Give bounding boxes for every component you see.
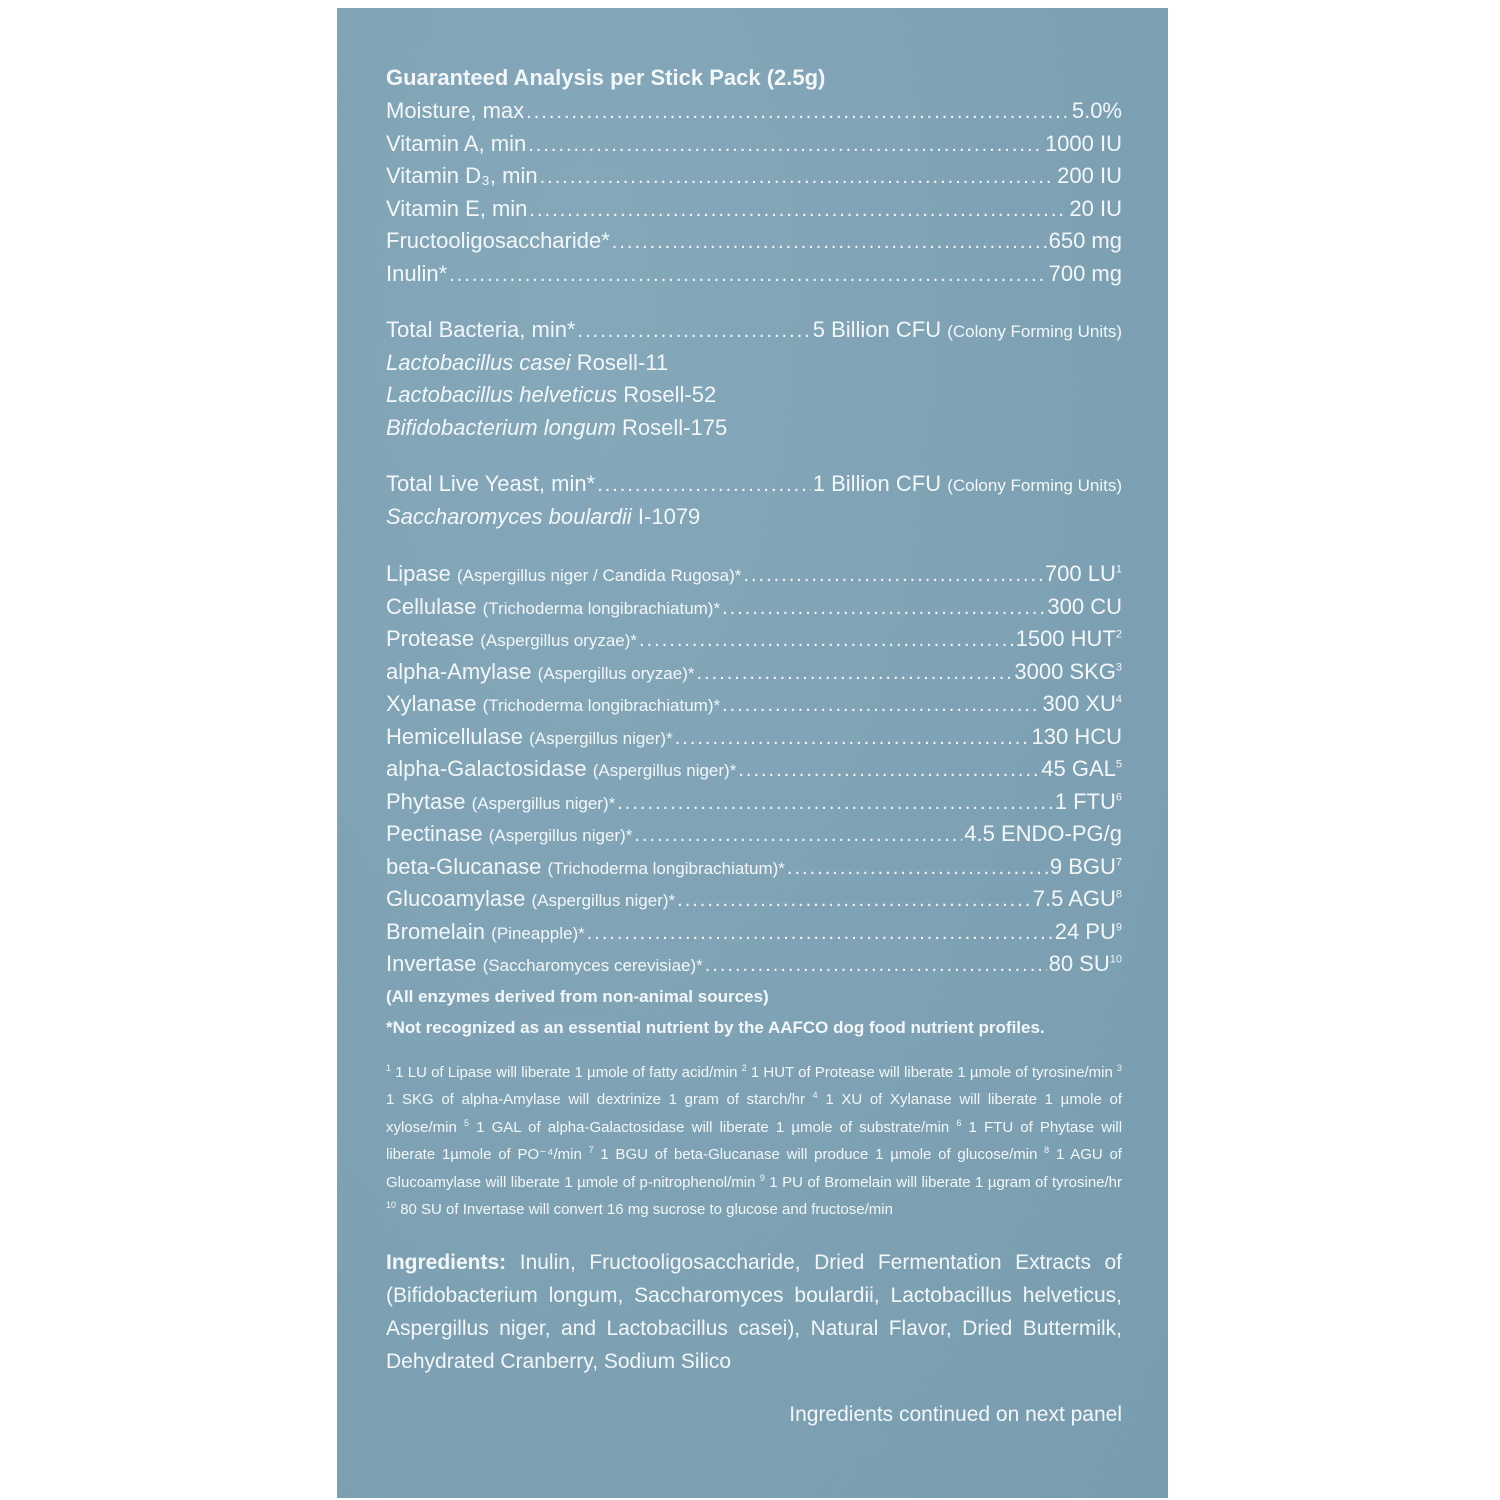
enzyme-footnote-ref: 3 (1115, 661, 1122, 674)
leader-dots (540, 161, 1056, 194)
enzyme-label (386, 948, 703, 983)
footnote-number: 6 (956, 1117, 962, 1128)
strain-id: Rosell-175 (622, 414, 728, 440)
footnote-number: 1 (386, 1062, 392, 1073)
enzyme-name: Phytase (386, 788, 466, 814)
enzyme-amount (1050, 851, 1122, 884)
analysis-value: 20 IU (1069, 195, 1122, 221)
enzyme-row (386, 591, 1122, 624)
enzyme-value: 300 XU (1042, 691, 1116, 716)
footnote-text: 1 PU of Bromelain will liberate 1 µgram of tyrosine/hr (769, 1173, 1123, 1191)
enzyme-footnote-ref: 4 (1115, 693, 1122, 706)
enzyme-label (386, 883, 675, 918)
enzyme-label (386, 753, 736, 788)
enzyme-footnote-ref: 9 (1115, 921, 1122, 934)
enzyme-name: Glucoamylase (386, 886, 526, 911)
enzyme-label (386, 656, 694, 691)
leader-dots (617, 787, 1053, 820)
leader-dots (743, 559, 1043, 592)
enzyme-row (386, 786, 1122, 819)
enzyme-footnote-ref: 1 (1115, 563, 1122, 576)
footnote-text: 1 BGU of beta-Glucanase will produce 1 µmole of glucose/min (600, 1146, 1038, 1163)
analysis-row (386, 128, 1122, 161)
enzyme-source: (Pineapple)* (491, 923, 585, 943)
enzyme-value: 700 LU (1044, 561, 1116, 586)
bacteria-row (386, 314, 1122, 347)
enzyme-label (386, 916, 585, 951)
footnote-text: 1 SKG of alpha-Amylase will dextrinize 1 gram of starch/hr (386, 1091, 806, 1108)
enzyme-value: 1 FTU (1054, 788, 1116, 814)
footnote-number: 5 (463, 1117, 469, 1128)
enzyme-name: Bromelain (386, 918, 486, 944)
strain-id: I-1079 (637, 503, 701, 529)
enzyme-name: Invertase (386, 951, 477, 976)
enzyme-name: Lipase (386, 561, 451, 586)
yeast-unit: (Colony Forming Units) (947, 476, 1122, 495)
enzyme-amount (1042, 688, 1122, 721)
label-panel (337, 8, 1168, 1498)
enzyme-value: 80 SU (1048, 951, 1110, 976)
enzyme-name: Xylanase (386, 691, 477, 716)
footnote-text: 1 HUT of Protease will liberate 1 µmole of tyrosine/min (750, 1063, 1113, 1081)
yeast-value: 1 Billion CFU (812, 471, 942, 496)
enzyme-footnote-ref: 7 (1115, 856, 1122, 869)
footnote-text: 1 GAL of alpha-Galactosidase will liberate 1 µmole of substrate/min (476, 1118, 950, 1136)
strain-line (386, 412, 1122, 445)
enzyme-label (386, 591, 720, 626)
leader-dots (578, 315, 811, 348)
enzyme-row (386, 883, 1122, 916)
enzyme-amount (964, 818, 1122, 851)
enzyme-source: (Saccharomyces cerevisiae)* (482, 956, 703, 975)
analysis-name: Vitamin E, min (386, 195, 528, 221)
leader-dots (634, 819, 962, 852)
footnote-number: 10 (386, 1200, 397, 1210)
leader-dots (787, 852, 1048, 885)
footnote-number: 4 (812, 1090, 818, 1100)
analysis-value: 650 mg (1048, 228, 1122, 253)
enzyme-source: (Aspergillus niger)* (531, 891, 676, 910)
strain-species: Lactobacillus helveticus (386, 382, 618, 407)
strain-line (386, 379, 1122, 412)
enzyme-footnote-ref: 8 (1115, 888, 1122, 901)
enzyme-amount (1055, 786, 1122, 819)
analysis-list (386, 95, 1122, 290)
analysis-row (386, 95, 1122, 128)
strain-species: Bifidobacterium longum (386, 414, 616, 440)
leader-dots (677, 884, 1031, 917)
footnotes (386, 1059, 1122, 1224)
enzyme-amount (1032, 721, 1122, 754)
enzyme-name: Protease (386, 626, 475, 651)
enzyme-label (386, 786, 615, 821)
enzyme-row (386, 558, 1122, 591)
strain-line (386, 347, 1122, 380)
footnote-text: 1 AGU of Glucoamylase will liberate 1 µmole of p-nitrophenol/min (386, 1146, 1122, 1191)
analysis-name: Vitamin D₃, min (386, 163, 538, 188)
analysis-title: Guaranteed Analysis per Stick Pack (2.5g) (386, 65, 826, 90)
enzyme-source: (Aspergillus niger)* (488, 826, 633, 845)
enzyme-source: (Trichoderma longibrachiatum)* (482, 598, 721, 618)
analysis-value: 5.0% (1071, 98, 1122, 123)
footnote (386, 1064, 737, 1081)
footnote-number: 3 (1117, 1062, 1123, 1073)
leader-dots (449, 259, 1046, 292)
ingredients-label: Ingredients: (386, 1250, 507, 1274)
enzyme-list (386, 558, 1122, 981)
enzyme-row (386, 753, 1122, 786)
enzyme-amount (1041, 753, 1122, 786)
enzyme-value: 3000 SKG (1014, 658, 1116, 684)
analysis-name: Inulin* (386, 260, 448, 286)
enzyme-label (386, 818, 632, 853)
enzyme-source: (Aspergillus oryzae)* (480, 631, 638, 650)
enzyme-amount (1016, 623, 1122, 656)
enzyme-amount (1055, 916, 1122, 949)
aafco-note: *Not recognized as an essential nutrient by the AAFCO dog food nutrient profiles. (386, 1017, 1045, 1037)
enzyme-label (386, 721, 673, 756)
enzyme-amount (1014, 656, 1122, 689)
leader-dots (528, 129, 1043, 162)
footnote (464, 1119, 949, 1136)
enzyme-label (386, 688, 720, 723)
leader-dots (675, 722, 1030, 755)
bacteria-strains (386, 347, 1122, 445)
strain-species: Lactobacillus casei (386, 349, 571, 375)
enzyme-row (386, 851, 1122, 884)
footnote-number: 8 (1044, 1145, 1050, 1155)
leader-dots (612, 226, 1047, 259)
strain-id: Rosell-11 (576, 349, 669, 375)
enzyme-footnote-ref: 5 (1115, 758, 1122, 771)
footnote-text: 1 XU of Xylanase will liberate 1 µmole of xylose/min (386, 1091, 1122, 1136)
bacteria-name: Total Bacteria, min* (386, 317, 576, 342)
analysis-value: 200 IU (1057, 163, 1122, 188)
footnote (760, 1174, 1122, 1191)
enzyme-value: 45 GAL (1041, 756, 1116, 781)
enzyme-row (386, 948, 1122, 981)
enzyme-source: (Trichoderma longibrachiatum)* (547, 858, 785, 878)
enzyme-value: 24 PU (1054, 918, 1116, 944)
enzyme-value: 1500 HUT (1015, 626, 1116, 651)
footnote-number: 9 (759, 1172, 765, 1183)
ingredients-text: Inulin, Fructooligosaccharide, Dried Fermentation Extracts of (Bifidobacterium longum, Saccharomyces boulardii, Lactobacillus helveticus, Aspergillus niger, and Lactobacillus casei), Natural Flavor, Dried Buttermilk, Dehydrated Cranberry, Sodium Silico (386, 1250, 1122, 1373)
footnote-text: 1 FTU of Phytase will liberate 1µmole of PO⁻⁴/min (386, 1118, 1123, 1163)
enzyme-source: (Trichoderma longibrachiatum)* (482, 696, 721, 715)
enzyme-label (386, 851, 785, 886)
analysis-row (386, 160, 1122, 193)
analysis-row (386, 225, 1122, 258)
footnote-text: 1 LU of Lipase will liberate 1 µmole of fatty acid/min (395, 1063, 738, 1081)
leader-dots (696, 657, 1012, 690)
yeast-row (386, 468, 1122, 501)
enzyme-footnote-ref: 2 (1115, 628, 1122, 641)
yeast-strains (386, 501, 1122, 534)
yeast-name: Total Live Yeast, min* (386, 471, 596, 496)
enzyme-source: (Aspergillus niger / Candida Rugosa)* (456, 566, 742, 585)
enzyme-label (386, 623, 637, 658)
analysis-row (386, 258, 1122, 291)
bacteria-unit: (Colony Forming Units) (947, 322, 1122, 341)
enzyme-row (386, 916, 1122, 949)
enzyme-name: Hemicellulase (386, 723, 523, 749)
enzyme-name: Cellulase (386, 593, 477, 619)
enzyme-row (386, 656, 1122, 689)
label-content (386, 64, 1122, 1431)
continued-note: Ingredients continued on next panel (789, 1402, 1122, 1426)
analysis-name: Fructooligosaccharide* (386, 228, 610, 253)
enzyme-row (386, 623, 1122, 656)
enzyme-name: Pectinase (386, 821, 483, 846)
strain-id: Rosell-52 (623, 382, 717, 407)
enzyme-amount (1047, 591, 1122, 624)
leader-dots (738, 754, 1039, 787)
enzyme-source: (Aspergillus oryzae)* (537, 663, 695, 683)
footnote-number: 2 (741, 1062, 747, 1073)
enzyme-amount (1045, 558, 1122, 591)
enzyme-source-note: (All enzymes derived from non-animal sources) (386, 986, 769, 1006)
enzyme-source: (Aspergillus niger)* (592, 761, 737, 780)
leader-dots (587, 917, 1053, 950)
analysis-value: 1000 IU (1044, 130, 1122, 156)
footnote-text: 80 SU of Invertase will convert 16 mg sucrose to glucose and fructose/min (400, 1201, 893, 1218)
enzyme-label (386, 558, 741, 593)
strain-line (386, 501, 1122, 534)
footnote (386, 1201, 893, 1218)
leader-dots (529, 194, 1067, 227)
enzyme-value: 4.5 ENDO-PG/g (964, 821, 1122, 846)
analysis-name: Moisture, max (386, 98, 525, 123)
enzyme-footnote-ref: 6 (1115, 791, 1122, 804)
analysis-name: Vitamin A, min (386, 130, 527, 156)
enzyme-row (386, 818, 1122, 851)
enzyme-source: (Aspergillus niger)* (471, 793, 616, 813)
ingredients (386, 1246, 1122, 1378)
enzyme-source: (Aspergillus niger)* (529, 728, 673, 748)
footnote-number: 7 (588, 1145, 594, 1155)
enzyme-name: alpha-Amylase (386, 658, 532, 684)
enzyme-value: 130 HCU (1031, 723, 1122, 749)
enzyme-row (386, 688, 1122, 721)
enzyme-row (386, 721, 1122, 754)
leader-dots (597, 469, 811, 502)
footnote (589, 1146, 1038, 1163)
enzyme-name: beta-Glucanase (386, 853, 542, 879)
enzyme-name: alpha-Galactosidase (386, 756, 587, 781)
strain-species: Saccharomyces boulardii (386, 503, 632, 529)
enzyme-value: 300 CU (1047, 593, 1122, 619)
leader-dots (639, 624, 1014, 657)
enzyme-value: 9 BGU (1049, 853, 1116, 879)
footnote (742, 1064, 1113, 1081)
enzyme-amount (1033, 883, 1122, 916)
analysis-row (386, 193, 1122, 226)
enzyme-value: 7.5 AGU (1032, 886, 1116, 911)
bacteria-value: 5 Billion CFU (812, 317, 942, 342)
enzyme-footnote-ref: 10 (1109, 953, 1122, 966)
leader-dots (722, 592, 1045, 625)
leader-dots (705, 949, 1047, 982)
leader-dots (526, 96, 1070, 129)
leader-dots (722, 689, 1040, 722)
analysis-value: 700 mg (1048, 260, 1122, 286)
enzyme-amount (1049, 948, 1122, 981)
